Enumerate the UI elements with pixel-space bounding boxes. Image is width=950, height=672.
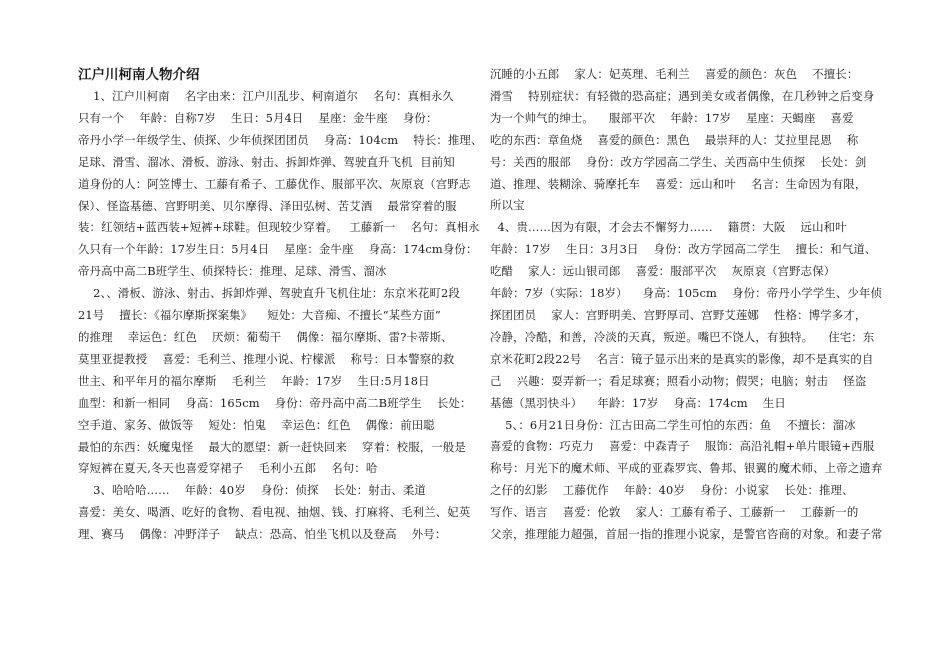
text-line: 只有一个 年龄：自称7岁 生日：5月4日 星座：金牛座 身份： [78, 110, 438, 125]
text-line: 为一个帅气的绅士。 服部平次 年龄：17岁 星座：天蝎座 喜爱 [490, 110, 854, 125]
text-line: 之仔的幻影 工藤优作 年龄：40岁 身份：小说家 长处：推理、 [490, 483, 854, 498]
text-line: 年龄：17岁 生日：3月3日 身份：改方学园高二学生 擅长：和气道、 [490, 242, 877, 257]
text-line: 吃醋 家人：远山银司郎 喜爱：服部平次 灰原哀（宫野志保） [490, 264, 836, 279]
text-line: 写作、语言 喜爱：伦敦 家人：工藤有希子、工藤新一 工藤新一的 [490, 505, 859, 520]
text-line: 滑雪 特别症状：有轻微的恐高症；遇到美女或者偶像，在几秒钟之后变身 [490, 88, 875, 103]
text-line: 3、哈哈哈…… 年龄：40岁 身份：侦探 长处：射击、柔道 [78, 483, 426, 498]
text-line: 穿短裤在夏天,冬天也喜爱穿裙子 毛利小五郎 名句：哈 [78, 461, 378, 476]
right-column [490, 64, 883, 546]
text-line: 吃的东西：章鱼烧 喜爱的颜色：黑色 最崇拜的人：艾拉里昆恩 称 [490, 132, 859, 147]
text-line: 1、江户川柯南 名字由来：江户川乱步、柯南道尔 名句：真相永久 [78, 89, 454, 103]
text-line: 装：红领结+蓝西装+短裤+球鞋。但现较少穿着。 工藤新一 名句：真相永 [78, 220, 480, 235]
text-line: 4、贵……因为有限，才会去不懈努力…… 籍贯：大阪 远山和叶 [490, 220, 847, 235]
text-line: 血型：和新一相同 身高：165cm 身份：帝丹高中高二B班学生 长处： [78, 395, 472, 410]
text-line: 喜爱：美女、喝酒、吃好的食物、看电视、抽烟、钱、打麻将、毛利兰、妃英 [78, 505, 471, 520]
text-line: 喜爱的食物：巧克力 喜爱：中森青子 服饰：高沿礼帽+单片眼镜+西服 [490, 439, 875, 454]
text-line: 道身份的人：阿笠博士、工藤有希子、工藤优作、服部平次、灰原哀（宫野志 [78, 176, 471, 191]
right-column-body [490, 64, 883, 546]
text-line: 世主、和平年月的福尔摩斯 毛利兰 年龄：17岁 生日:5月18日 [78, 373, 430, 388]
text-line: 沉睡的小五郎 家人：妃英理、毛利兰 喜爱的颜色：灰色 不擅长： [490, 67, 859, 81]
text-line: 莫里亚提教授 喜爱：毛利兰、推理小说、柠檬派 称号：日本警察的救 [78, 351, 455, 366]
text-line: 久只有一个年龄：17岁生日：5月4日 星座：金牛座 身高：174cm身份： [78, 242, 478, 257]
left-column-body [78, 86, 483, 546]
document-title: 江户川柯南人物介绍 [78, 67, 200, 83]
text-line: 理、赛马 偶像：冲野洋子 缺点：恐高、怕坐飞机以及登高 外号： [78, 527, 447, 542]
text-line: 称号：月光下的魔术师、平成的亚森罗宾、鲁邦、银翼的魔术师、上帝之遗弃 [490, 461, 883, 476]
text-line: 道、推理、装糊涂、骑摩托车 喜爱：远山和叶 名言：生命因为有限， [490, 176, 867, 191]
left-column [78, 64, 483, 546]
text-line: 最怕的东西：妖魔鬼怪 最大的愿望：新一赶快回来 穿着：校服，一般是 [78, 439, 466, 454]
text-line: 足球、滑雪、溜冰、滑板、游泳、射击、拆卸炸弹、驾驶直升飞机 目前知 [78, 154, 455, 169]
text-line: 探团团员 家人：宫野明美、宫野厚司、宫野艾莲娜 性格：博学多才， [490, 307, 867, 322]
text-line: 5、：6月21日身份：江古田高二学生可怕的东西：鱼 不擅长：溜冰 [490, 417, 856, 432]
text-line: 父亲，推理能力超强，首屈一指的推理小说家，是警官咨商的对象。和妻子常 [490, 527, 883, 542]
text-line: 所以宝 [490, 198, 525, 213]
text-line: 空手道、家务、做饭等 短处：怕鬼 幸运色：红色 偶像：前田聪 [78, 417, 435, 432]
text-line: 帝丹小学一年级学生、侦探、少年侦探团团员 身高：104cm 特长：推理、 [78, 132, 483, 147]
text-line: 帝丹高中高二B班学生、侦探特长：推理、足球、滑雪、溜冰 [78, 264, 387, 279]
text-line: 2、、滑板、游泳、射击、拆卸炸弹、驾驶直升飞机住址：东京米花町2段 [78, 286, 460, 301]
text-line: 基德（黑羽快斗） 年龄：17岁 身高：174cm 生日 [490, 395, 786, 410]
text-line: 己 兴趣：耍弄新一；看足球赛；照看小动物；假哭；电脑；射击 怪盗 [490, 373, 867, 388]
text-line: 冷静，冷酷，和善，冷淡的天真，叛逆。嘴巴不饶人，有独特。 住宅：东 [490, 329, 875, 344]
text-line: 京米花町2段22号 名言：镜子显示出来的是真实的影像，却不是真实的自 [490, 351, 874, 366]
text-line: 年龄：7岁（实际：18岁） 身高：105cm 身份：帝丹小学学生、少年侦 [490, 286, 883, 301]
text-line: 号：关西的服部 身份：改方学园高二学生、关西高中生侦探 长处：剑 [490, 154, 867, 169]
text-line: 21号 擅长：《福尔摩斯探案集》 短处：大音痴、不擅长“某些方面” [78, 308, 441, 323]
text-line: 的推理 幸运色：红色 厌烦：葡萄干 偶像：福尔摩斯、雷?卡蒂斯、 [78, 329, 453, 344]
text-line: 保）、怪盗基德、宫野明美、贝尔摩得、泽田弘树、苦艾酒 最常穿着的服 [78, 198, 457, 213]
